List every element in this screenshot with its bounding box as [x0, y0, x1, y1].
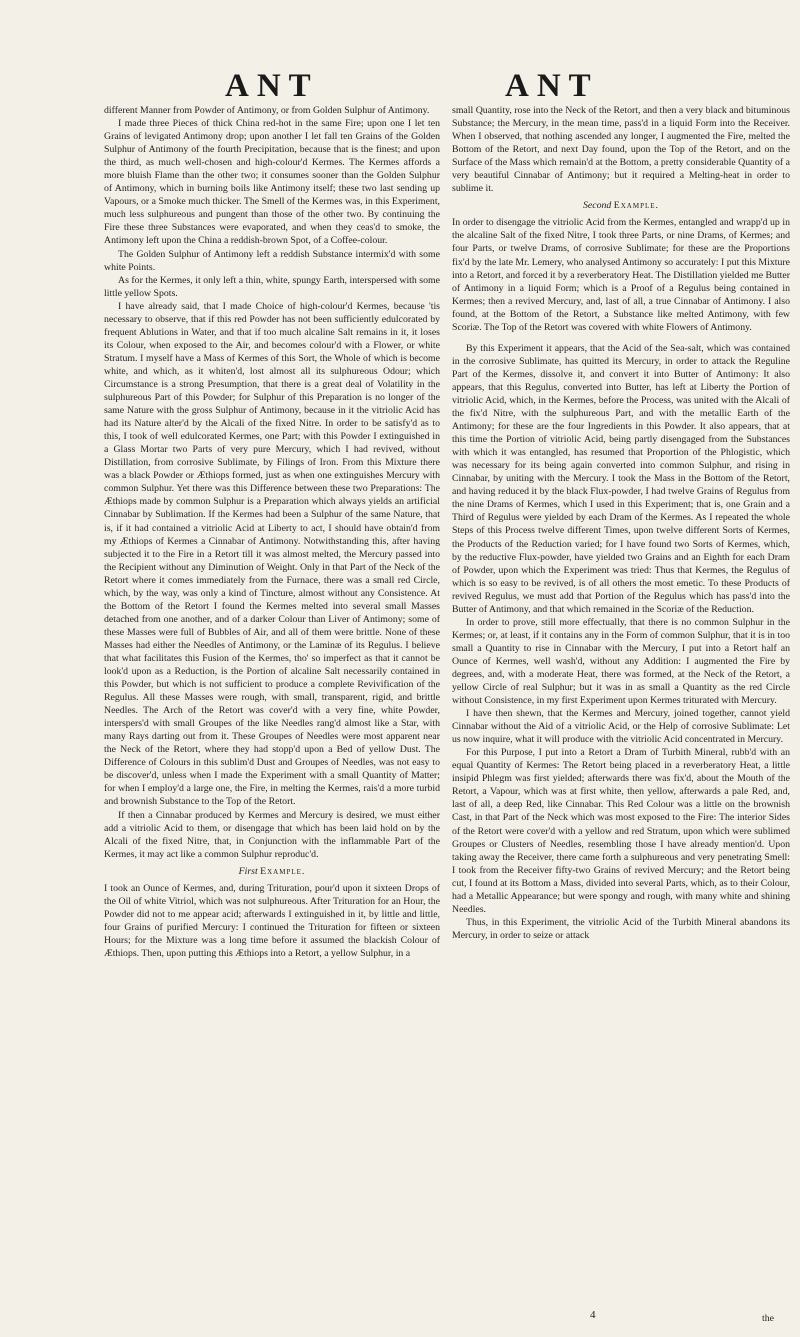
signature-mark: 4	[590, 1309, 596, 1321]
paragraph: By this Experiment it appears, that the Acid of the Sea-salt, which was contained in the corrosive Sublimate, has quitted its Mercury, in order to attack the Reguline Part of the Kermes, dissolve it, and convert it into Butter of Antimony: It also appears, that this Regulus, converted into Butter, has left at Liberty the Portion of vitriolic Acid, which, in the Kermes, before the Process, was united with the Alcali of the fix'd Nitre, with the sulphureous Part, and with the metallic Earth of the Antimony; for these are the four Ingredients in this Powder. It also appears, that at this time the Portion of vitriolic Acid, being partly disengaged from the Substances with which it was entangled, has resumed that Proportion of the Phlogistic, which was necessary for its being again converted into common Sulphur, and rising in Cinnabar, by uniting with the Mercury. I took the Mass in the Bottom of the Retort, and having reduced it by the black Flux-powder, I had twelve Grains of Regulus from the nine Drams of Kermes, which I used in this Experiment; that is, one Grain and a Third of Regulus were yielded by each Dram of the Kermes. As I repeated the whole Steps of this Process twelve different Times, upon twelve different Sorts of Kermes, the Products of the Reduction varied; for I have found two Sorts of Kermes, which, by the reductive Flux-powder, have yielded two Grains and an Eighth for each Dram of Powder, upon which the Experiment was tried: Thus that Kermes, the Regulus of which is so easy to be revived, is of all others the most emetic. To these Products of revived Regulus, we must add that Portion of the Regulus which has pass'd into the Butter of Antimony, and that which remained in the Scoriæ of the Reduction.	[452, 342, 790, 615]
running-head-left: ANT	[225, 68, 319, 104]
left-column	[104, 104, 440, 964]
paragraph: For this Purpose, I put into a Retort a Dram of Turbith Mineral, rubb'd with an equal Quantity of Kermes: The Retort being placed in a reverberatory Heat, a little insipid Phlegm was first yielded; afterwards there was fix'd, about the Mouth of the Retort, a Vapour, which was at first white, then yellow, afterwards a pale Red, and, last of all, a deep Red, like Cinnabar. This Red Colour was a little on the brownish Cast, in that Part of the Neck which was most exposed to the Fire: The interior Sides of the Retort were cover'd with a yellow and red Stratum, upon which were sublimed Groupes or Clusters of Needles, resembling those I have already mention'd. Upon taking away the Receiver, there came forth a sulphureous and very penetrating Smell: I took from the Receiver fifty-two Grains of revived Mercury; and the Retort being cut, I found at its Bottom a Mass, divided into several Parts, which, as to their Colour, had a Metallic Appearance; but were spongy and rough, with many white and shining Needles.	[452, 747, 790, 915]
paragraph: If then a Cinnabar produced by Kermes and Mercury is desired, we must either add a vitriolic Acid to them, or disengage that which has been laid hold on by the Alcali of the fixed Nitre, that, in Conjunction with the inflammable Part of the Kermes, it may act like a common Sulphur reproduc'd.	[104, 809, 440, 860]
second-example-heading: Second Example.	[583, 200, 659, 212]
paragraph: Thus, in this Experiment, the vitriolic Acid of the Turbith Mineral abandons its Mercury, in order to seize or attack	[452, 916, 790, 941]
paragraph: I have already said, that I made Choice of high-colour'd Kermes, because 'tis necessary to observe, that if this red Powder has not been sufficiently edulcorated by frequent Ablutions in Water, and that if too much alcaline Salt remains in it, it loses its Colour, when exposed to the Air, and becomes colour'd with a Flower, or white Stratum. I myself have a Mass of Kermes of this Sort, the Whole of which is become white, and which, as it whiten'd, lost almost all its sulphureous Odour; which Circumstance is a strong Presumption, that there is a great deal of Volatility in the sulphureous Part of this Powder; for Sulphur of this Preparation is no longer of the same Nature with the gross Sulphur of Antimony, because in it the vitriolic Acid has had its Nature alter'd by the Alcali of the fixed Nitre. In order to be satisfy'd as to this, I took of well edulcorated Kermes, one Part; with this Powder I extinguished in a Glass Mortar two Parts of very pure Mercury, which I had revived, without Distillation, from corrosive Sublimate, by Filings of Iron. From this Mixture there was a black Powder or Æthiops formed, just as when one extinguishes Mercury with common Sulphur. Yet there was this Difference between these two Preparations: The Æthiops made by common Sulphur is a Preparation which always yields an artificial Cinnabar by Sublimation. If the Kermes had been a Sulphur of the same Nature, that is, if it had contained a vitriolic Acid at Liberty to act, I should have obtain'd from my Æthiops of Kermes a Cinnabar of Antimony. Notwithstanding this, after having subjected it to the Fire in a Retort till it was almost melted, the Mercury passed into the Recipient without any Diminution of Weight. Only in that Part of the Neck of the Retort where it comes immediately from the Furnace, there was a small red Circle, which, by the way, was only a kind of Tincture, almost without any Consistence. At the Bottom of the Retort I found the Kermes melted into several small Masses detached from one another, and of a darker Colour than Liver of Antimony; some of these Masses were full of Bubbles of Air, and all of them were brittle. None of these Masses had either the Needles of Antimony, or the Laminæ of its Regulus. I believe that what facilitates this Fusion of the Kermes, tho' so imperfect as that it cannot be look'd upon as a Reduction, is the Portion of alcaline Salt necessarily contained in this Powder, but which is not sufficient to produce a complete Revivification of the Regulus. All these Masses were rough, with small, transparent, rigid, and brittle Needles. The Arch of the Retort was cover'd with a very fine, white Powder, interspers'd with small Groupes of the like Needles rang'd almost like a Star, with many Rays darting out from it. These Groupes of Needles were most apparent near the Neck of the Retort, where they had stopp'd upon a Bed of yellow Dust. The Difference of Colours in this sublim'd Dust and Groupes of Needles, was not easy to be discover'd, unless when I made the Experiment with a small Quantity of Matter; for when I employ'd a large one, the Fire, in melting the Kermes, rais'd a more turbid and brownish Substance to the Top of the Retort.	[104, 300, 440, 808]
paragraph: different Manner from Powder of Antimony, or from Golden Sulphur of Antimony.	[104, 105, 430, 116]
paragraph: small Quantity, rose into the Neck of the Retort, and then a very black and bituminous Substance; the Mercury, in the mean time, pass'd in a liquid Form into the Receiver. When I observed, that nothing ascended any longer, I augmented the Fire, melted the Bottom of the Retort, and next Day found, upon the Top of the Retort, and on the Surface of the Mass which remain'd at the Bottom, a pretty considerable Quantity of a very beautiful Cinnabar of Antimony; but it required a Melting-heat in order to sublime it.	[452, 105, 790, 195]
right-column	[452, 104, 790, 942]
paragraph: As for the Kermes, it only left a thin, white, spungy Earth, interspersed with some little yellow Spots.	[104, 274, 440, 299]
catchword: the	[762, 1313, 774, 1324]
running-head-right: ANT	[505, 68, 599, 104]
paragraph: The Golden Sulphur of Antimony left a reddish Substance intermix'd with some white Points.	[104, 248, 440, 273]
first-example-text: I took an Ounce of Kermes, and, during Trituration, pour'd upon it sixteen Drops of the Oil of white Vitriol, which was not sulphureous. After Trituration for an Hour, the Powder did not to me appear acid; afterwards I extinguished in it, by little and little, four Grains of purified Mercury: I continued the Trituration for fifteen or sixteen Hours; for the Mixture was a long time before it assumed the blackish Colour of Æthiops. Then, upon putting this Æthiops into a Retort, a yellow Sulphur, in a	[104, 882, 440, 959]
paragraph: I made three Pieces of thick China red-hot in the same Fire; upon one I let ten Grains of levigated Antimony drop; upon another I let fall ten Grains of the Golden Sulphur of Antimony of the fourth Precipitation, because that is the finest; and upon the third, as much well-chosen and high-colour'd Kermes. The Kermes affords a more bluish Flame than the other two; it consumes sooner than the Golden Sulphur of Antimony, which in burning boils like Antimony itself; these two last sending up Vapours, or a Smoke much thicker. The Smell of the Kermes was, in this Experiment, much less sulphureous and pungent than those of the other two. By continuing the Fire these three Substances were evaporated, and when they ceas'd to smoke, the Antimony left upon the China a reddish-brown Spot, of a Coffee-colour.	[104, 118, 440, 247]
paragraph: In order to prove, still more effectually, that there is no common Sulphur in the Kermes; or, at least, if it contains any in the Form of common Sulphur, that it is in too small a Quantity to rise in Cinnabar with the Mercury, I put into a Retort half an Ounce of Kermes, well wash'd, without any Addition: I augmented the Fire by degrees, and, with a moderate Heat, there was formed, at the Neck of the Retort, a yellow Circle of real Sulphur; but it was in as small a Quantity as the red Circle without Consistence, in my first Experiment upon Kermes triturated with Mercury.	[452, 616, 790, 707]
paragraph: I have then shewn, that the Kermes and Mercury, joined together, cannot yield Cinnabar without the Aid of a vitriolic Acid, or the Help of corrosive Sublimate: Let us now inquire, what it will produce with the vitriolic Acid concentrated in Mercury.	[452, 708, 790, 746]
first-example-heading: First Example.	[238, 865, 306, 877]
second-example-text: In order to disengage the vitriolic Acid from the Kermes, entangled and wrapp'd up in the alcaline Salt of the fixed Nitre, I took three Parts, or nine Drams, of Kermes; and four Parts, or twelve Drams, of corrosive Sublimate; for these are the Proportions fix'd by the late Mr. Lemery, who analysed Antimony so accurately: I put this Mixture into a Retort, and forced it by a reverberatory Heat. The Distillation yielded me Butter of Antimony in a liquid Form; which is a Proof of a Regulus being contained in Kermes; then a revived Mercury, and, last of all, a true Cinnabar of Antimony. I also found, at the Bottom of the Retort, a Substance like melted Antimony, with few Scoriæ. The Top of the Retort was covered with white Flowers of Antimony.	[452, 217, 790, 333]
